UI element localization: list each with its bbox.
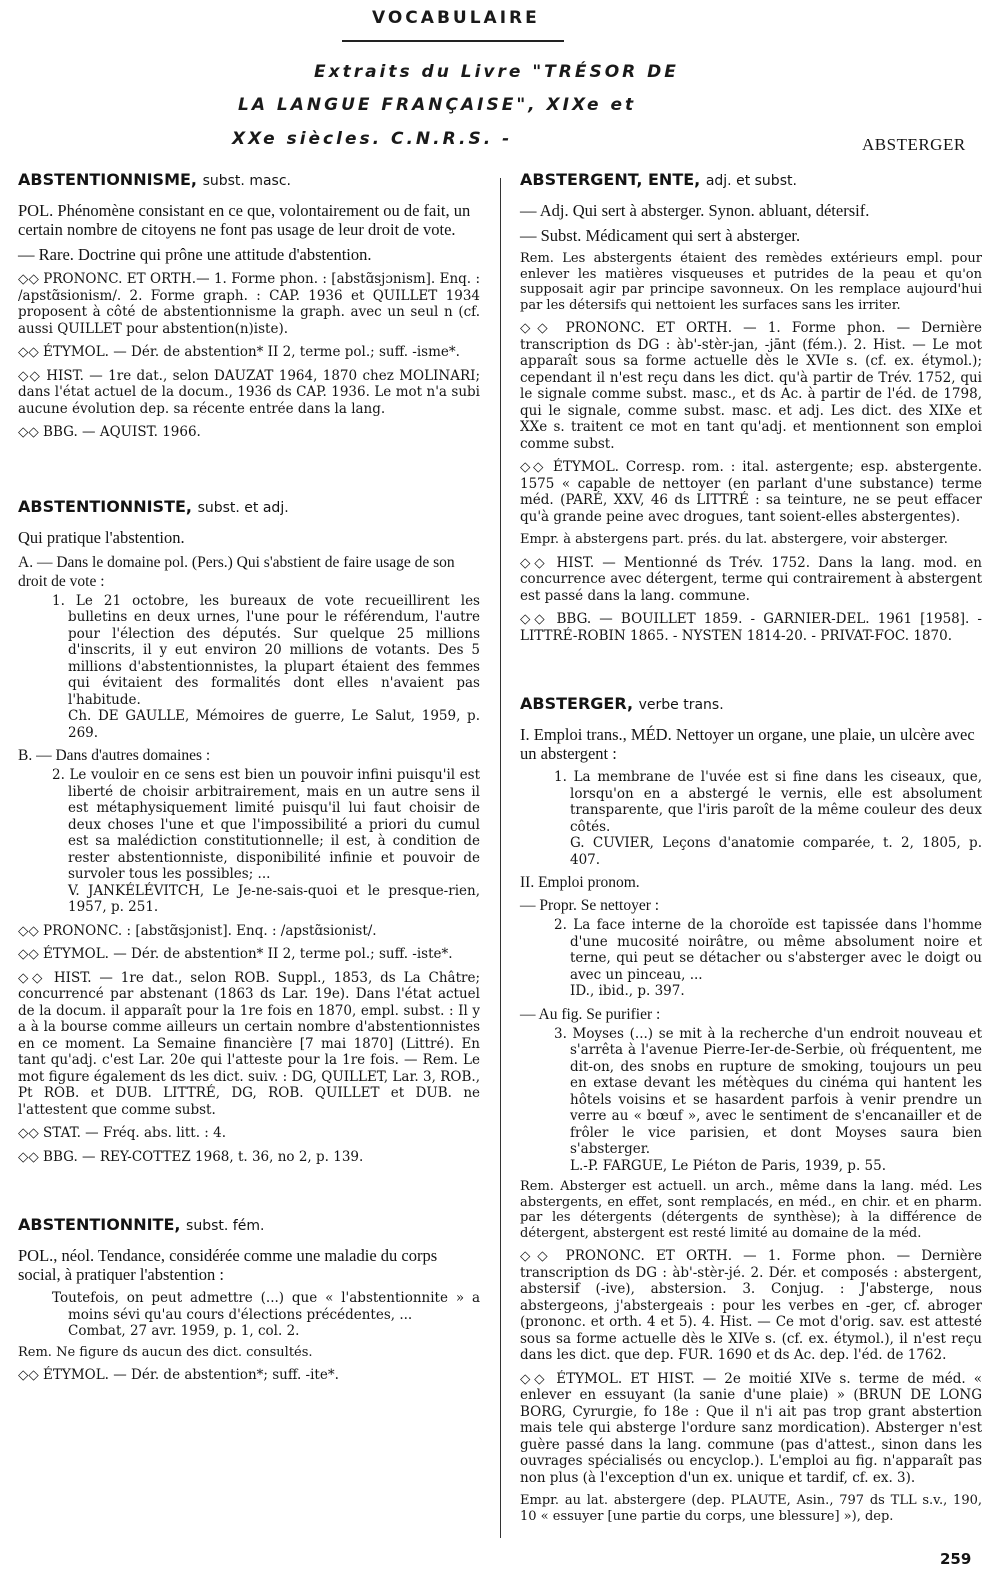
grammatical-category: subst. masc. [202, 173, 291, 189]
right-column [520, 170, 982, 1534]
prononciation-section: ◇◇ PRONONC. ET ORTH. — 1. Forme phon. — Dernière transcription ds DG : àb'-stèr-jé. 2. Dér. et composés : abstergent, abstersif (-ive), abstersion. 3. Conjug. : J'absterge, nous abstergeons, j'abstergeais : pour les verbes en -ger, cf. abroger (prononc. et orth. 4 et 5). 4. Hist. — Ce mot d'orig. sav. est attesté sous sa forme actuelle dès le XIVe s. (cf. ex. étymol.), il n'est reçu dans les dict. que dep. FUR. 1690 et ds Ac. dep. l'éd. de 1762. [520, 1248, 982, 1363]
headword [520, 170, 982, 191]
bibliography-section: ◇◇ BBG. — REY-COTTEZ 1968, t. 36, no 2, p. 139. [18, 1148, 364, 1165]
quotation-source: Combat, 27 avr. 1959, p. 1, col. 2. [68, 1323, 300, 1339]
grammatical-category: subst. et adj. [197, 499, 289, 516]
quotation-text: 1. Le 21 octobre, les bureaux de vote recueillirent les bulletins en deux urnes, l'une pour le référendum, l'autre pour l'élection des députés. Sur quelque 25 millions d'inscrits, il y eut environ 20 millions de votants. Des 5 millions d'abstentionnistes, la plupart étaient des femmes qui évitaient des formalités dont elles n'avaient pas l'habitude. [52, 592, 480, 708]
handwritten-note-line-3: XXe siècles. C.N.R.S. - [232, 129, 513, 149]
quotation [520, 769, 982, 868]
quotation [18, 1290, 480, 1340]
etymology-section: ◇◇ ÉTYMOL. — Dér. de abstention* II 2, terme pol.; suff. -isme*. [18, 344, 460, 360]
history-section: ◇◇ HIST. — Mentionné ds Trév. 1752. Dans la lang. mod. en concurrence avec détergent, terme qui contrairement à abstergent est passé dans la lang. commune. [520, 554, 982, 604]
headword [18, 170, 480, 191]
definition: — Adj. Qui sert à absterger. Synon. abluant, détersif. [520, 201, 870, 220]
quotation [520, 917, 982, 1000]
quotation-text: Toutefois, on peut admettre (...) que « l'abstentionnite » a moins sévi qu'au cours d'élections précédentes, ... [52, 1290, 480, 1323]
history-section: ◇◇ HIST. — 1re dat., selon ROB. Suppl., 1853, ds La Châtre; concurrencé par abstenant (1863 ds Lar. 19e). Dans l'état actuel de la docum. il apparaît pour la 1re fois en 1870, empl. subst. : Il y a à la bourse comme ailleurs un certain nombre d'abstentionnistes en ce moment. La Semaine financière [7 mai 1870] (Littré). En tant qu'adj. c'est Lar. 20e qui l'atteste pour la 1re fois. — Rem. Le mot figure également ds les dict. suiv. : DG, QUILLET, Lar. 3, ROB., Pt ROB. et DUB. LITTRÉ, DG, ROB. QUILLET et DUB. ne l'attestent que comme subst. [18, 969, 480, 1118]
handwritten-title: VOCABULAIRE [372, 8, 540, 28]
statistics-section: ◇◇ STAT. — Fréq. abs. litt. : 4. [18, 1125, 226, 1141]
quotation [18, 767, 480, 916]
quotation-source: ID., ibid., p. 397. [570, 983, 685, 999]
section-a: A. — Dans le domaine pol. (Pers.) Qui s'abstient de faire usage de son droit de vote : [18, 553, 455, 590]
etymology-continued: Empr. à abstergens part. prés. du lat. abstergere, voir absterger. [520, 532, 948, 547]
quotation-text: 2. La face interne de la choroïde est tapissée dans l'homme d'une mucosité noirâtre, ou même absolument noire et terne, qui peut se détacher ou s'absterger avec le doigt ou avec un pinceau, ... [554, 917, 982, 983]
handwritten-note-line-2: LA LANGUE FRANÇAISE", XIXe et [238, 95, 637, 115]
headword-text: ABSTENTIONNITE, [18, 1215, 181, 1234]
quotation-text: 2. Le vouloir en ce sens est bien un pouvoir infini puisqu'il est liberté de choisir arbitrairement, mais en un autre sens il est métaphysiquement limité puisqu'il lui faut choisir de deux choses l'une et que l'impossibilité a priori du cumul est sa malédiction constitutionnelle; il est, à condition de rester abstentionniste, disponibilité infinie et pouvoir de survoler tous les possibles; ... [52, 767, 480, 882]
spacer [18, 451, 480, 497]
headword-text: ABSTENTIONNISTE, [18, 496, 192, 516]
quotation [520, 1026, 982, 1175]
definition: POL. Phénomène consistant en ce que, volontairement ou de fait, un certain nombre de citoyens ne font pas usage de leur droit de vote. [18, 201, 471, 239]
grammatical-category: subst. fém. [186, 1218, 265, 1234]
headword-text: ABSTENTIONNISME, [18, 170, 197, 189]
etymology-section: ◇◇ ÉTYMOL. ET HIST. — 2e moitié XIVe s. terme de méd. « enlever en essuyant (la sanie d'une plaie) » (BRUN DE LONG BORG, Cyrurgie, fo 18e : Que il n'i ait pas trop grant abstertion mais tele qui absterge l'ordure sanz mordication). Absterger n'est guère passé dans la lang. commune (pas d'attest., sinon dans les ouvrages spécialisés ou encyclop.). L'emploi au fig. n'apparaît pas non plus (à l'exception d'un ex. unique et tardif, cf. ex. 3). [520, 1370, 982, 1486]
grammatical-category: adj. et subst. [705, 173, 797, 189]
bibliography-section: ◇◇ BBG. — BOUILLET 1859. - GARNIER-DEL. 1961 [1958]. - LITTRÉ-ROBIN 1865. - NYSTEN 1814-20. - PRIVAT-FOC. 1870. [520, 611, 982, 644]
running-head: ABSTERGER [862, 135, 966, 154]
quotation-source: V. JANKÉLÉVITCH, Le Je-ne-sais-quoi et le presque-rien, 1957, p. 251. [68, 882, 480, 915]
column-divider [500, 178, 501, 1538]
title-underline [342, 40, 564, 42]
history-section: ◇◇ HIST. — 1re dat., selon DAUZAT 1964, 1870 chez MOLINARI; dans l'état actuel de la docum., 1936 ds CAP. 1936. Le mot n'a subi aucune évolution dep. sa récente entrée dans la lang. [18, 367, 480, 417]
headword [18, 1215, 480, 1236]
headword [18, 497, 480, 518]
headword [520, 694, 982, 715]
etymology-section: ◇◇ ÉTYMOL. — Dér. de abstention* II 2, terme pol.; suff. -iste*. [18, 946, 453, 962]
subsection-propr: — Propr. Se nettoyer : [520, 897, 660, 914]
definition: — Rare. Doctrine qui prône une attitude d'abstention. [18, 245, 372, 264]
definition: POL., néol. Tendance, considérée comme une maladie du corps social, à pratiquer l'abstention : [18, 1246, 438, 1284]
quotation-text: 3. Moyses (...) se mit à la recherche d'un endroit nouveau et s'arrêta à l'avenue Pierre-Ier-de-Serbie, où fréquentent, me dit-on, des snobs en rupture de smoking, toujours un peu en extase devant les métèques du cinéma qui hantent les hôtels voisins et se hasardent parfois à venir prendre un verre au « bœuf », avec le sentiment de s'encanailler et de frôler le vice parisien, et dont Moyses saura bien s'absterger. [554, 1025, 982, 1157]
headword-text: ABSTERGER, [520, 694, 634, 713]
etymology-continued: Empr. au lat. abstergere (dep. PLAUTE, Asin., 797 ds TLL s.v., 190, 10 « essuyer [une partie du corps, une blessure] »), dep. [520, 1493, 982, 1524]
prononciation-section: ◇◇ PRONONC. ET ORTH.— 1. Forme phon. : [abstɑ̃sjɔnism]. Enq. : /apstɑ̃sionism/. 2. Forme graph. : CAP. 1936 et QUILLET 1934 proposent à côté de abstentionnisme la graph. avec un seul n (cf. aussi QUILLET pour abstention(n)iste). [18, 271, 480, 337]
handwritten-note-line-1: Extraits du Livre "TRÉSOR DE [314, 62, 679, 82]
section-i: I. Emploi trans., MÉD. Nettoyer un organe, une plaie, un ulcère avec un abstergent : [520, 725, 975, 763]
quotation-source: Ch. DE GAULLE, Mémoires de guerre, Le Salut, 1959, p. 269. [68, 708, 480, 741]
page-number: 259 [940, 1550, 972, 1568]
section-ii: II. Emploi pronom. [520, 874, 640, 891]
entry-abstentionnite [18, 1215, 480, 1384]
definition: — Subst. Médicament qui sert à absterger. [520, 226, 801, 245]
quotation-text: 1. La membrane de l'uvée est si fine dans les ciseaux, que, lorsqu'on en a abstergé le vernis, elle est absolument transparente, que l'iris paroît de la même couleur des deux côtés. [554, 769, 982, 835]
remark: Rem. Les abstergents étaient des remèdes extérieurs empl. pour enlever les matières visqueuses et putrides de la peau et qu'on supposait agir par principe savonneux. On les remplace aujourd'hui par les détersifs qui nettoient les surfaces sans les irriter. [520, 251, 982, 313]
left-column [18, 170, 480, 1394]
quotation-source: G. CUVIER, Leçons d'anatomie comparée, t. 2, 1805, p. 407. [570, 835, 982, 868]
section-b: B. — Dans d'autres domaines : [18, 747, 211, 764]
headword-text: ABSTERGENT, ENTE, [520, 170, 701, 189]
definition: Qui pratique l'abstention. [18, 527, 185, 547]
entry-abstentionnisme [18, 170, 480, 441]
prononciation-section: ◇◇ PRONONC. ET ORTH. — 1. Forme phon. — Dernière transcription ds DG : àb'-stèr-jan, -jānt (fém.). 2. Hist. — Le mot apparaît sous sa forme actuelle dès le XVIe s. (cf. ex. étymol.); cependant il n'est reçu dans les dict. qu'à partir de Trév. 1752, qui le signale comme subst. masc., et ds Ac. à partir de l'éd. de 1798, qui le signale, comme subst. masc. et adj. Les dict. des XIXe et XXe s. traitent ce mot en tant qu'adj. et mentionnent son emploi comme subst. [520, 320, 982, 452]
remark: Rem. Ne figure ds aucun des dict. consultés. [18, 1344, 313, 1360]
remark: Rem. Absterger est actuell. un arch., même dans la lang. méd. Les abstergents, en effet, sont remplacés, en méd., en chir. et en pharm. par les détergents (détergents de synthèse); à la différence de détergent, abstergent est resté limité au domaine de la méd. [520, 1179, 982, 1241]
entry-absterger [520, 694, 982, 1524]
etymology-section: ◇◇ ÉTYMOL. Corresp. rom. : ital. astergente; esp. abstergente. 1575 « capable de nettoyer (en parlant d'une substance) terme méd. (PARÉ, XXV, 46 ds LITTRÉ : sa teinture, ne se peut effacer qu'à grande peine avec drogues, tant soient-elles abstergentes). [520, 459, 982, 525]
etymology-section: ◇◇ ÉTYMOL. — Dér. de abstention*; suff. -ite*. [18, 1367, 339, 1383]
entry-abstergent [520, 170, 982, 644]
entry-abstentionniste [18, 497, 480, 1166]
bibliography-section: ◇◇ BBG. — AQUIST. 1966. [18, 424, 201, 440]
prononciation-section: ◇◇ PRONONC. : [abstɑ̃sjɔnist]. Enq. : /apstɑ̃sionist/. [18, 922, 377, 939]
grammatical-category: verbe trans. [638, 697, 724, 713]
spacer [18, 1175, 480, 1215]
quotation [18, 593, 480, 742]
subsection-au-fig: — Au fig. Se purifier : [520, 1005, 661, 1023]
quotation-source: L.-P. FARGUE, Le Piéton de Paris, 1939, p. 55. [570, 1157, 886, 1174]
spacer [520, 654, 982, 694]
